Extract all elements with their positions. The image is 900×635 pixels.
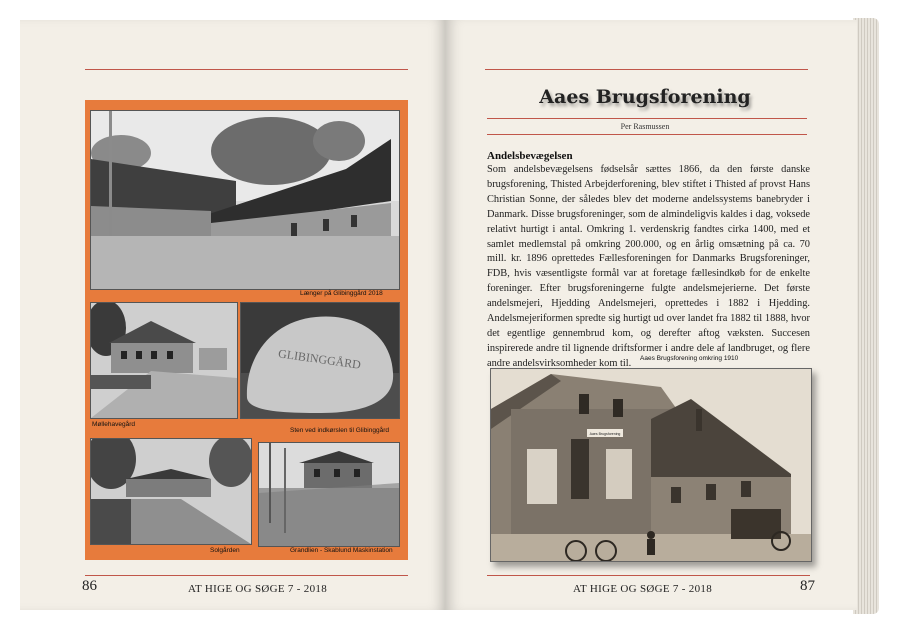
header-rule	[85, 69, 408, 70]
photo-grandlien	[258, 442, 400, 547]
caption-solgarden: Solgården	[210, 547, 240, 554]
photo-barn	[90, 110, 400, 290]
caption-mollehavegard: Møllehavegård	[92, 421, 135, 428]
footer-title-right: AT HIGE OG SØGE 7 - 2018	[573, 583, 712, 595]
caption-stone: Sten ved indkørslen til Glibinggård	[290, 427, 389, 434]
section-heading: Andelsbevægelsen	[487, 150, 573, 162]
page-number-right: 87	[800, 578, 815, 594]
footer-title-left: AT HIGE OG SØGE 7 - 2018	[188, 583, 327, 595]
title-rule-top	[487, 118, 807, 119]
page-number-left: 86	[82, 578, 97, 594]
footer-rule	[85, 575, 408, 576]
article-title: Aaes Brugsforening	[539, 86, 751, 108]
body-text: Som andelsbevægelsens fødselsår sættes 1866, da den første danske brugsforening, Thisted Arbejderforening, blev stiftet i Thisted af provst Hans Christian Sonne, der således blev det moderne andelssystems banebryder i Danmark. Disse brugsforeninger, som de almindeligvis kaldes i dag, voksede relativt hurtigt i antal. Omkring 1. verdenskrig fandtes cirka 1400, med et samlet medlemstal på omkring 200.000, og en årlig omsætning på ca. 70 mill. kr. 1896 oprettedes Fællesforeningen for Danmarks Brugsforeninger, FDB, hvis væsentligste formål var at foretage fællesindkøb for de enkelte foreninger. Efter brugsforeningerne fulgte andelsmejerierne. Det første andelsmejeri, Hjedding Andelsmejeri, oprettedes i 1882 i Hjedding. Andelsmejeriformen spredte sig hurtigt ud over landet fra 1882 til 1888, hvor det egentlige gennembrud kom, og derefter aftog væksten. Succesen inspirerede andre til lignende driftsformer i andre dele af landbruget, og flere andre andelsvirksomheder kom til.	[487, 164, 810, 369]
caption-brugsforening: Aaes Brugsforening omkring 1910	[640, 355, 739, 362]
title-rule-bottom	[487, 134, 807, 135]
article-author: Per Rasmussen	[620, 122, 670, 131]
header-rule-right	[485, 69, 808, 70]
footer-rule-right	[487, 575, 810, 576]
caption-barn: Længer på Glibinggård 2018	[300, 290, 383, 297]
photo-solgarden	[90, 438, 252, 545]
photo-mollehavegard	[90, 302, 238, 419]
photo-stone	[240, 302, 400, 419]
caption-grandlien: Grandlien - Skablund Maskinstation	[290, 547, 393, 554]
shop-sign: Aaes Brugsforening	[589, 432, 621, 436]
photo-brugsforening	[490, 368, 812, 562]
stone-engraving: GLIBINGGÅRD	[277, 346, 362, 372]
